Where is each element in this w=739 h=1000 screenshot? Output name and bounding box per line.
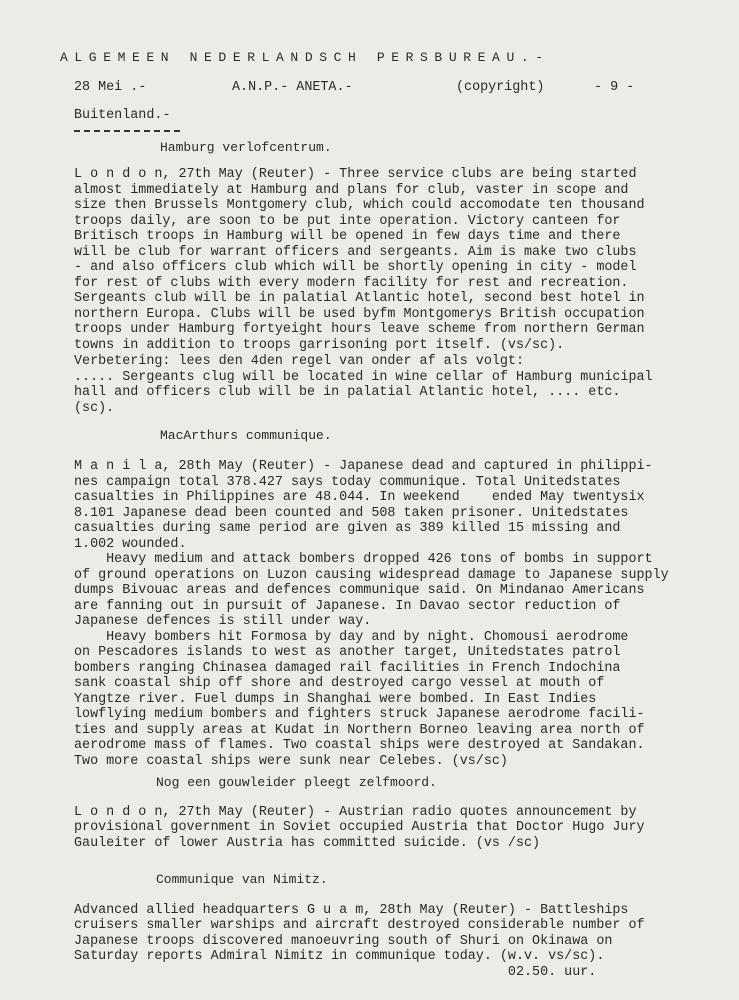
article-line: for rest of clubs with every modern facility for rest and recreation. [74, 276, 629, 291]
header-date: 28 Mei .- [74, 80, 147, 95]
article-line: are fanning out in pursuit of Japanese. In Davao sector reduction of [74, 599, 621, 614]
article-line: on Pescadores islands to west as another target, Unitedstates patrol [74, 645, 621, 660]
article-heading: MacArthurs communique. [160, 428, 332, 443]
header-source: A.N.P.- ANETA.- [232, 80, 353, 95]
article-line: northern Europa. Clubs will be used byfm Montgomerys British occupation [74, 307, 645, 322]
header-copyright: (copyright) [456, 80, 545, 95]
article-line: ..... Sergeants clug will be located in wine cellar of Hamburg municipal [74, 370, 653, 385]
article-line: (sc). [74, 401, 115, 416]
article-line: Japanese troops discovered manoeuvring south of Shuri on Okinawa on [74, 934, 613, 949]
article-line: Heavy medium and attack bombers dropped 426 tons of bombs in support [74, 552, 653, 567]
article-line: aerodrome mass of flames. Two coastal ships were destroyed at Sandakan. [74, 738, 645, 753]
header-page-number: - 9 - [594, 80, 635, 95]
article-line: size then Brussels Montgomery club, which could accomodate ten thousand [74, 198, 645, 213]
article-heading: Communique van Nimitz. [156, 872, 328, 887]
article-line: cruisers smaller warships and aircraft destroyed considerable number of [74, 918, 645, 933]
article-line: towns in addition to troops garrisoning port itself. (vs/sc). [74, 338, 565, 353]
article-heading: Nog een gouwleider pleegt zelfmoord. [156, 775, 437, 790]
article-line: Two more coastal ships were sunk near Celebes. (vs/sc) [74, 754, 508, 769]
article-line: L o n d o n, 27th May (Reuter) - Three service clubs are being started [74, 167, 637, 182]
article-line: 02.50. uur. [74, 965, 597, 980]
article-line: Japanese defences is still under way. [74, 614, 372, 629]
article-line: Heavy bombers hit Formosa by day and by night. Chomousi aerodrome [74, 630, 629, 645]
agency-name: ALGEMEEN NEDERLANDSCH PERSBUREAU.- [60, 50, 550, 65]
article-line: Saturday reports Admiral Nimitz in communique today. (w.v. vs/sc). [74, 949, 605, 964]
article-line: L o n d o n, 27th May (Reuter) - Austrian radio quotes announcement by [74, 805, 637, 820]
article-line: casualties in Philippines are 48.044. In weekend ended May twentysix [74, 490, 645, 505]
article-line: sank coastal ship off shore and destroyed cargo vessel at mouth of [74, 676, 605, 691]
section-title: Buitenland.- [74, 108, 171, 123]
article-line: Gauleiter of lower Austria has committed suicide. (vs /sc) [74, 836, 541, 851]
article-line: Advanced allied headquarters G u a m, 28th May (Reuter) - Battleships [74, 903, 629, 918]
article-heading: Hamburg verlofcentrum. [160, 140, 332, 155]
article-line: Sergeants club will be in palatial Atlantic hotel, second best hotel in [74, 291, 645, 306]
article-line: - and also officers club which will be shortly opening in city - model [74, 260, 637, 275]
article-line: 8.101 Japanese dead been counted and 508 taken prisoner. Unitedstates [74, 506, 629, 521]
article-line: bombers ranging Chinasea damaged rail facilities in French Indochina [74, 661, 621, 676]
article-line: hall and officers club will be in palatial Atlantic hotel, .... etc. [74, 385, 621, 400]
article-line: Yangtze river. Fuel dumps in Shanghai were bombed. In East Indies [74, 692, 597, 707]
article-line: troops daily, are soon to be put inte operation. Victory canteen for [74, 214, 621, 229]
article-line: 1.002 wounded. [74, 537, 187, 552]
article-line: dumps Bivouac areas and defences communique said. On Mindanao Americans [74, 583, 645, 598]
article-line: of ground operations on Luzon causing widespread damage to Japanese supply [74, 568, 669, 583]
article-line: provisional government in Soviet occupied Austria that Doctor Hugo Jury [74, 820, 645, 835]
article-line: Verbetering: lees den 4den regel van onder af als volgt: [74, 354, 524, 369]
article-line: Britisch troops in Hamburg will be opened in few days time and there [74, 229, 621, 244]
article-line: M a n i l a, 28th May (Reuter) - Japanese dead and captured in philippi- [74, 459, 653, 474]
article-line: ties and supply areas at Kudat in Northern Borneo leaving area north of [74, 723, 645, 738]
article-line: will be club for warrant officers and sergeants. Aim is make two clubs [74, 245, 637, 260]
section-underline [74, 130, 180, 132]
article-line: lowflying medium bombers and fighters struck Japanese aerodrome facili- [74, 707, 645, 722]
article-line: casualties during same period are given as 389 killed 15 missing and [74, 521, 621, 536]
article-line: troops under Hamburg fortyeight hours leave scheme from northern German [74, 322, 645, 337]
article-line: nes campaign total 378.427 says today communique. Total Unitedstates [74, 475, 621, 490]
article-line: almost immediately at Hamburg and plans for club, vaster in scope and [74, 183, 629, 198]
